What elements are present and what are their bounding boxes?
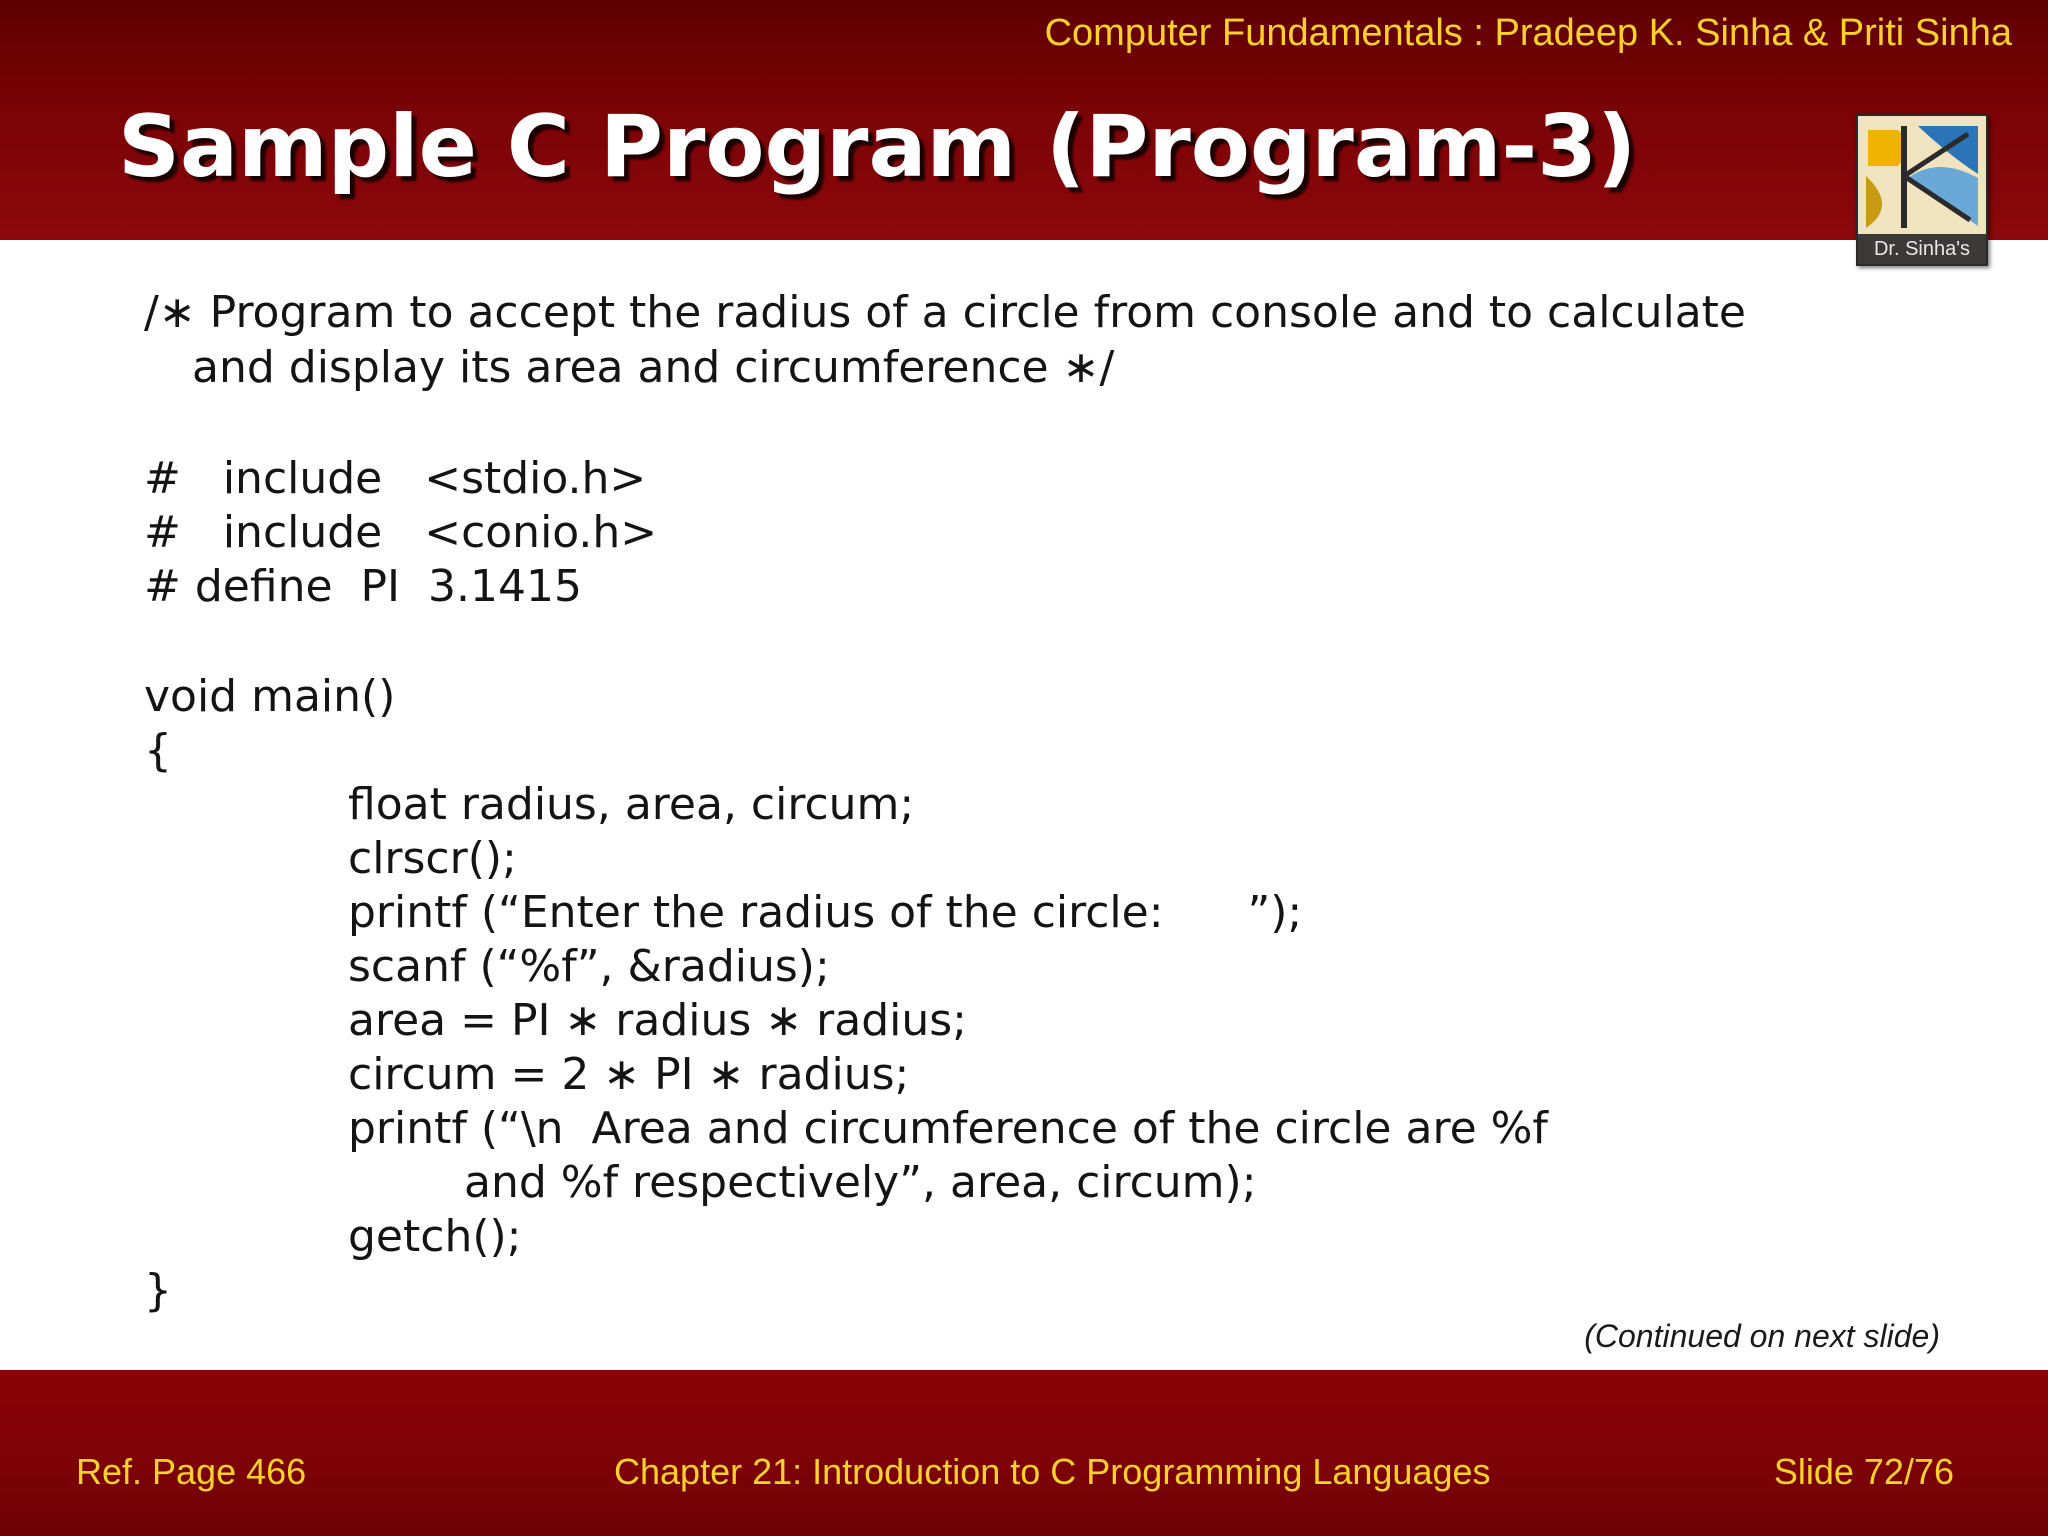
code-statement: scanf (“%f”, &radius); — [348, 941, 830, 992]
code-statement: and %f respectively”, area, circum); — [464, 1157, 1257, 1208]
code-statement: clrscr(); — [348, 833, 517, 884]
comment-line: /∗ Program to accept the radius of a circle from console and to calculate — [144, 287, 1747, 338]
open-brace: { — [144, 725, 172, 776]
slide-number: Slide 72/76 — [1773, 1451, 1954, 1492]
continued-note: (Continued on next slide) — [1584, 1318, 1940, 1354]
ref-page: Ref. Page 466 — [76, 1451, 307, 1492]
code-statement: getch(); — [348, 1211, 522, 1262]
book-title: Computer Fundamentals : Pradeep K. Sinha & Priti Sinha — [1044, 12, 2012, 54]
logo-emblem-icon — [1858, 116, 1986, 234]
code-listing — [0, 240, 2048, 1370]
code-statement: printf (“\n Area and circumference of the circle are %f — [348, 1103, 1548, 1154]
chapter-title: Chapter 21: Introduction to C Programming Languages — [614, 1451, 1491, 1492]
include-directive: # include <stdio.h> — [144, 453, 647, 504]
code-statement: circum = 2 ∗ PI ∗ radius; — [348, 1049, 910, 1100]
slide-title: Sample C Program (Program-3) — [118, 97, 1637, 197]
slide-footer — [0, 1370, 2048, 1536]
close-brace: } — [144, 1265, 172, 1316]
logo-caption: Dr. Sinha's — [1858, 234, 1986, 264]
code-statement: printf (“Enter the radius of the circle: ”); — [348, 887, 1303, 938]
define-directive: # define PI 3.1415 — [144, 561, 582, 612]
comment-line: and display its area and circumference ∗/ — [192, 342, 1115, 393]
include-directive: # include <conio.h> — [144, 507, 658, 558]
main-declaration: void main() — [144, 671, 396, 722]
slide-header — [0, 0, 2048, 240]
code-statement: float radius, area, circum; — [348, 779, 915, 830]
code-statement: area = PI ∗ radius ∗ radius; — [348, 995, 968, 1046]
